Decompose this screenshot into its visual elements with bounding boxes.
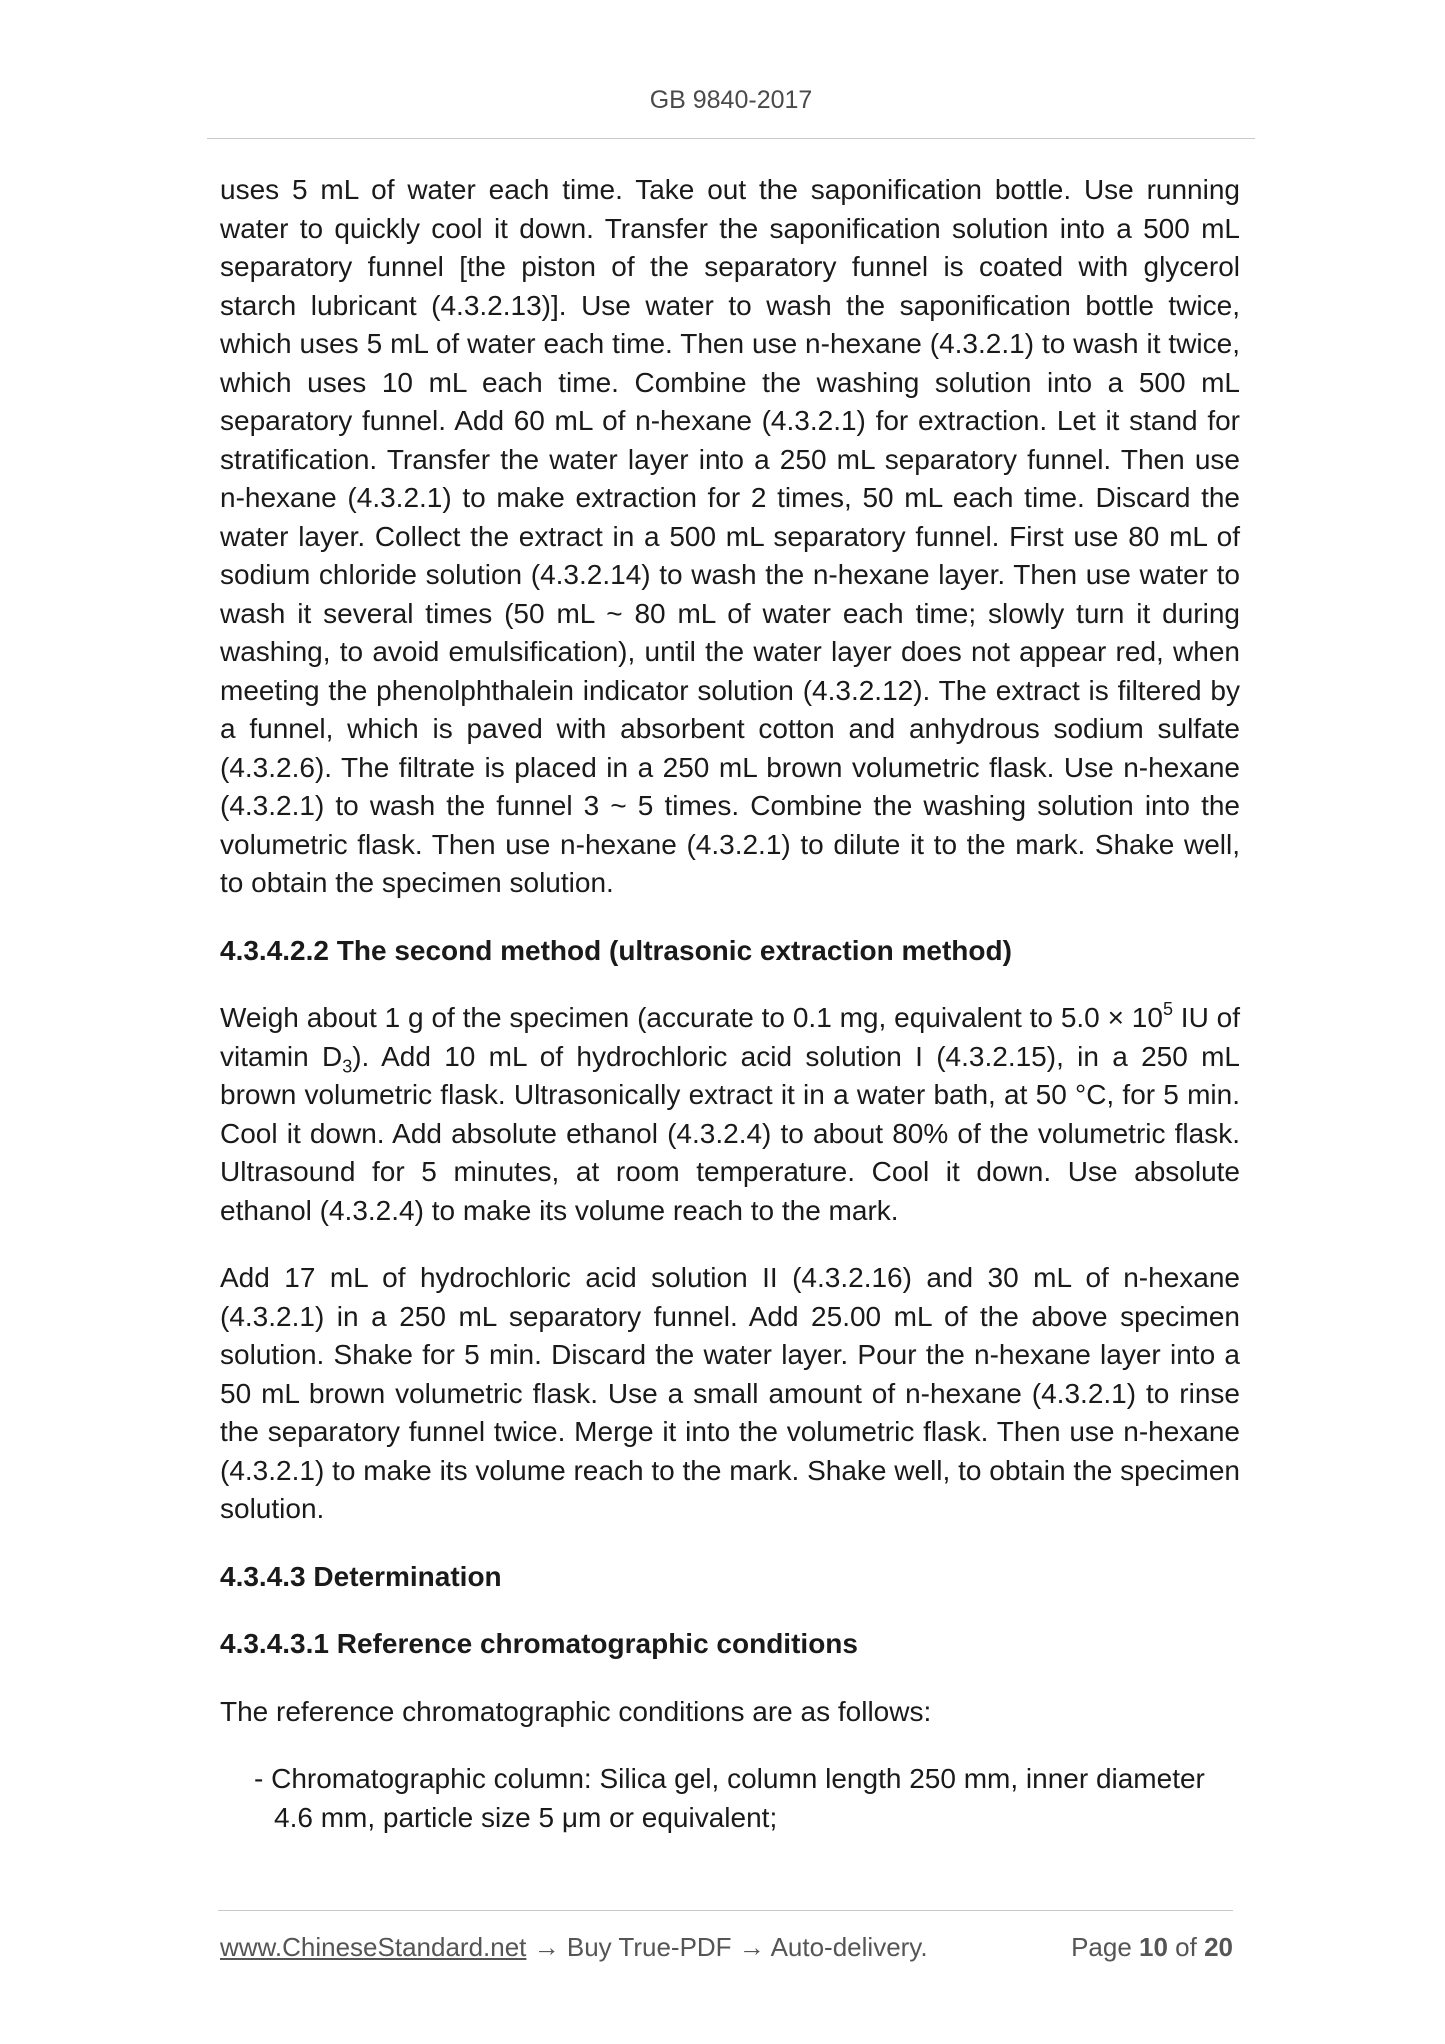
- chinesestandard-link[interactable]: www.ChineseStandard.net: [220, 1932, 527, 1962]
- document-header-standard-number: GB 9840-2017: [649, 86, 813, 114]
- page-of-label: of: [1167, 1932, 1205, 1962]
- paragraph-text: Weigh about 1 g of the specimen (accurate to 0.1 mg, equivalent to 5.0 × 10: [220, 1002, 1163, 1033]
- document-body: [220, 171, 1240, 1837]
- page-total-number: 20: [1204, 1932, 1233, 1962]
- section-heading-4-3-4-3: 4.3.4.3 Determination: [220, 1560, 502, 1592]
- paragraph-text: ). Add 10 mL of hydrochloric acid solution I (4.3.2.15), in a 250 mL brown volumetric flask. Ultrasonically extract it in a water bath, at 50 °C, for 5 min. Cool it down. Add absolute ethanol (4.3.2.4) to about 80% of the volumetric flask. Ultrasound for 5 minutes, at room temperature. Cool it down. Use absolute ethanol (4.3.2.4) to make its volume reach to the mark.: [220, 1040, 1240, 1226]
- paragraph-saponification-extraction: uses 5 mL of water each time. Take out the saponification bottle. Use running water to quickly cool it down. Transfer the saponification solution into a 500 mL separatory funnel [the piston of the separatory funnel is coated with glycerol starch lubricant (4.3.2.13)]. Use water to wash the saponification bottle twice, which uses 5 mL of water each time. Then use n-hexane (4.3.2.1) to wash it twice, which uses 10 mL each time. Combine the washing solution into a 500 mL separatory funnel. Add 60 mL of n-hexane (4.3.2.1) for extraction. Let it stand for stratification. Transfer the water layer into a 250 mL separatory funnel. Then use n-hexane (4.3.2.1) to make extraction for 2 times, 50 mL each time. Discard the water layer. Collect the extract in a 500 mL separatory funnel. First use 80 mL of sodium chloride solution (4.3.2.14) to wash the n-hexane layer. Then use water to wash it several times (50 mL ~ 80 mL of water each time; slowly turn it during washing, to avoid emulsification), until the water layer does not appear red, when meeting the phenolphthalein indicator solution (4.3.2.12). The extract is filtered by a funnel, which is paved with absorbent cotton and anhydrous sodium sulfate (4.3.2.6). The filtrate is placed in a 250 mL brown volumetric flask. Use n-hexane (4.3.2.1) to wash the funnel 3 ~ 5 times. Combine the washing solution into the volumetric flask. Then use n-hexane (4.3.2.1) to dilute it to the mark. Shake well, to obtain the specimen solution.: [220, 174, 1240, 898]
- section-heading-4-3-4-2-2: 4.3.4.2.2 The second method (ultrasonic extraction method): [220, 934, 1012, 966]
- list-item-chromatographic-column: - Chromatographic column: Silica gel, column length 250 mm, inner diameter 4.6 mm, particle size 5 μm or equivalent;: [254, 1763, 1205, 1833]
- page-indicator: [1071, 1932, 1233, 1963]
- section-heading-4-3-4-3-1: 4.3.4.3.1 Reference chromatographic conditions: [220, 1628, 858, 1659]
- paragraph-ultrasonic-weighing: [220, 999, 1240, 1230]
- header-divider: [207, 138, 1255, 139]
- footer-divider: [218, 1910, 1233, 1911]
- footer-promo: [220, 1932, 928, 1963]
- superscript-exponent: 5: [1162, 999, 1173, 1019]
- page-label: Page: [1071, 1932, 1140, 1962]
- paragraph-text: IU of vitamin D: [220, 1002, 1240, 1072]
- page-current-number: 10: [1139, 1932, 1168, 1962]
- footer-promo-text: → Buy True-PDF → Auto-delivery.: [526, 1932, 928, 1962]
- paragraph-hydrochloric-extraction: Add 17 mL of hydrochloric acid solution II (4.3.2.16) and 30 mL of n-hexane (4.3.2.1) in a 250 mL separatory funnel. Add 25.00 mL of the above specimen solution. Shake for 5 min. Discard the water layer. Pour the n-hexane layer into a 50 mL brown volumetric flask. Use a small amount of n-hexane (4.3.2.1) to rinse the separatory funnel twice. Merge it into the volumetric flask. Then use n-hexane (4.3.2.1) to make its volume reach to the mark. Shake well, to obtain the specimen solution.: [220, 1262, 1240, 1524]
- paragraph-conditions-intro: The reference chromatographic conditions are as follows:: [220, 1695, 932, 1727]
- subscript-vitamin-index: 3: [342, 1056, 353, 1077]
